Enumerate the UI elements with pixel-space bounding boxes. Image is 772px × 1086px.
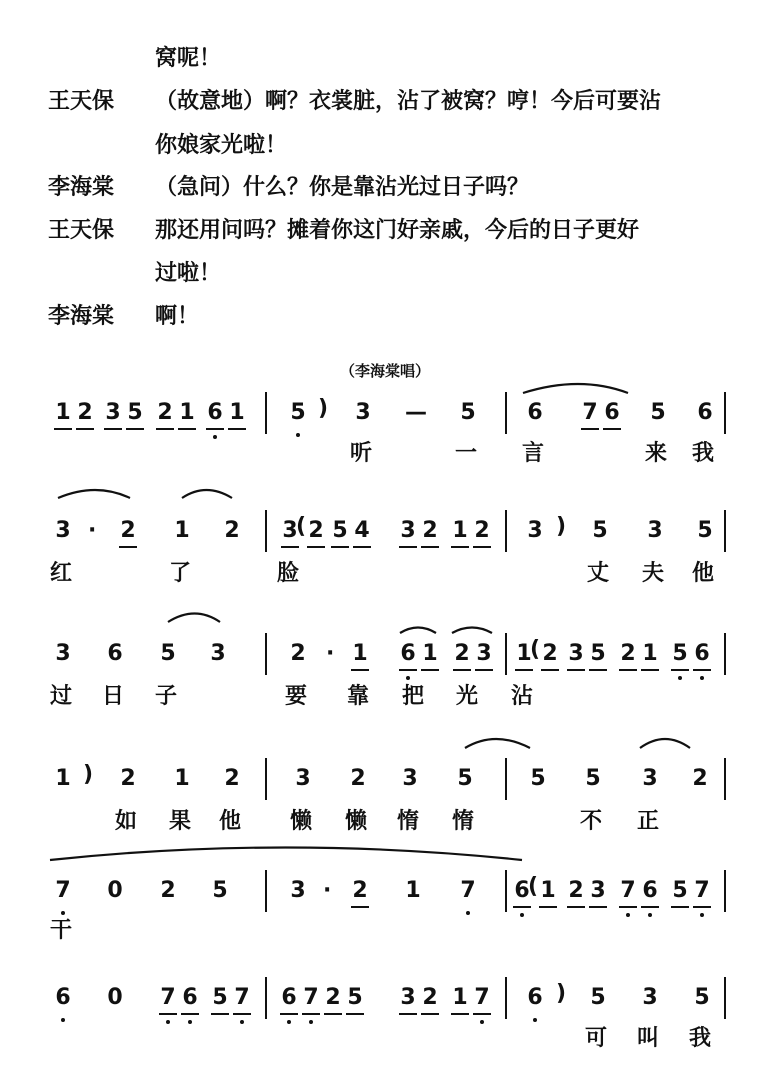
score-note: 7 <box>53 880 73 902</box>
score-note: 7 <box>232 987 252 1009</box>
score-note: 1 <box>514 643 534 665</box>
score-note: 2 <box>290 641 306 666</box>
bracket-symbol: ( <box>528 874 539 899</box>
score-note: 2 <box>75 402 95 424</box>
bracket-symbol: ) <box>318 396 329 421</box>
score-note: 6 <box>205 402 225 424</box>
score-note: 1 <box>450 520 470 542</box>
dialogue-line: 窝呢！ <box>155 46 222 71</box>
score-note: 3 <box>642 985 658 1010</box>
score-note: 1 <box>538 880 558 902</box>
score-note: 1 <box>174 766 190 791</box>
score-note: 7 <box>692 880 712 902</box>
score-note: 7 <box>472 987 492 1009</box>
score-note: 3 <box>402 766 418 791</box>
score-note: 3 <box>474 643 494 665</box>
dialogue-line: 啊！ <box>155 304 200 329</box>
dialogue-line: （急问）什么？你是靠沾光过日子吗？ <box>155 175 530 200</box>
score-note: 6 <box>697 400 713 425</box>
score-note: 7 <box>618 880 638 902</box>
score-note: 5 <box>670 880 690 902</box>
score-note: 5 <box>530 766 546 791</box>
lyric: 他 <box>218 809 241 834</box>
score-note: 5 <box>210 987 230 1009</box>
score-note: 2 <box>452 643 472 665</box>
score-note: 6 <box>398 643 418 665</box>
score-note: 5 <box>670 643 690 665</box>
score-note: 3 <box>290 878 306 903</box>
score-note: 2 <box>306 520 326 542</box>
score-note: 5 <box>697 518 713 543</box>
lyric: 把 <box>401 684 424 709</box>
score-note: 2 <box>323 987 343 1009</box>
dot-symbol: · <box>88 518 97 543</box>
score-note: 7 <box>458 880 478 902</box>
lyric: 红 <box>49 561 72 586</box>
score-note: 5 <box>345 987 365 1009</box>
bracket-symbol: ) <box>556 514 567 539</box>
score-note: 1 <box>174 518 190 543</box>
lyric: 沾 <box>510 684 533 709</box>
lyric: 不 <box>579 809 602 834</box>
score-note: 3 <box>398 520 418 542</box>
score-note: 3 <box>398 987 418 1009</box>
lyric: 我 <box>691 441 714 466</box>
score-note: 7 <box>580 402 600 424</box>
lyric: 惰 <box>396 809 419 834</box>
score-note: 6 <box>692 643 712 665</box>
score-note: 2 <box>420 987 440 1009</box>
score-note: 2 <box>692 766 708 791</box>
score-note: 0 <box>107 878 123 903</box>
bracket-symbol: ( <box>530 637 541 662</box>
dialogue-line: 过啦！ <box>155 261 222 286</box>
dash-symbol: — <box>405 400 427 425</box>
lyric: 懒 <box>344 809 367 834</box>
score-note: 6 <box>527 400 543 425</box>
score-note: 5 <box>585 766 601 791</box>
slur <box>452 628 492 634</box>
score-note: 2 <box>118 520 138 542</box>
score-note: 6 <box>107 641 123 666</box>
score-note: 1 <box>450 987 470 1009</box>
slur <box>640 739 690 748</box>
score-note: 1 <box>420 643 440 665</box>
score-note: 5 <box>694 985 710 1010</box>
speaker-name: 李海棠 <box>48 304 115 329</box>
score-note: 3 <box>527 518 543 543</box>
score-note: 2 <box>155 402 175 424</box>
score-note: 5 <box>125 402 145 424</box>
score-note: 0 <box>107 985 123 1010</box>
score-note: 2 <box>350 880 370 902</box>
score-note: 2 <box>224 766 240 791</box>
lyric: 脸 <box>276 561 299 586</box>
lyric: 过 <box>49 684 72 709</box>
bracket-symbol: ) <box>83 762 94 787</box>
lyric: 可 <box>584 1026 607 1051</box>
score-note: 2 <box>120 766 136 791</box>
dot-symbol: · <box>326 641 335 666</box>
lyric: 如 <box>114 809 137 834</box>
score-note: 4 <box>352 520 372 542</box>
lyric: 靠 <box>346 684 369 709</box>
score-note: 5 <box>460 400 476 425</box>
score-note: 5 <box>588 643 608 665</box>
lyric: 子 <box>154 684 177 709</box>
speaker-name: 王天保 <box>48 218 115 243</box>
lyric: 光 <box>455 684 478 709</box>
score-note: 5 <box>592 518 608 543</box>
speaker-name: 王天保 <box>48 89 115 114</box>
score-note: 5 <box>330 520 350 542</box>
dialogue-line: 你娘家光啦！ <box>155 133 288 158</box>
score-note: 5 <box>457 766 473 791</box>
score-note: 1 <box>405 878 421 903</box>
lyric: 了 <box>168 561 191 586</box>
slur <box>182 490 232 498</box>
lyric: 一 <box>454 441 477 466</box>
dialogue-line: 那还用问吗？摊着你这门好亲戚，今后的日子更好 <box>155 218 640 243</box>
slur <box>465 739 530 748</box>
score-note: 5 <box>288 402 308 424</box>
lyric: 夫 <box>641 561 664 586</box>
score-note: 7 <box>301 987 321 1009</box>
score-note: 2 <box>566 880 586 902</box>
score-note: 3 <box>55 641 71 666</box>
lyric: 果 <box>168 809 191 834</box>
score-note: 2 <box>160 878 176 903</box>
lyric: 懒 <box>289 809 312 834</box>
bracket-symbol: ) <box>556 981 567 1006</box>
score-note: 2 <box>618 643 638 665</box>
score-note: 6 <box>279 987 299 1009</box>
score-note: 6 <box>640 880 660 902</box>
score-note: 1 <box>53 402 73 424</box>
score-note: 1 <box>177 402 197 424</box>
score-note: 3 <box>55 518 71 543</box>
score-note: 6 <box>602 402 622 424</box>
lyric: 叫 <box>636 1026 659 1051</box>
lyric: 来 <box>644 441 667 466</box>
bracket-symbol: ( <box>296 514 307 539</box>
slur <box>523 384 628 393</box>
score-note: 5 <box>590 985 606 1010</box>
score-note: 3 <box>588 880 608 902</box>
score-note: 6 <box>512 880 532 902</box>
lyric: 听 <box>349 441 372 466</box>
lyric: 正 <box>636 809 659 834</box>
score-note: 7 <box>158 987 178 1009</box>
score-note: 3 <box>355 400 371 425</box>
score-note: 6 <box>525 987 545 1009</box>
score-note: 3 <box>566 643 586 665</box>
score-note: 1 <box>227 402 247 424</box>
score-note: 5 <box>160 641 176 666</box>
score-note: 1 <box>350 643 370 665</box>
dialogue-line: （故意地）啊？衣裳脏，沾了被窝？哼！今后可要沾 <box>155 89 662 114</box>
lyric: 日 <box>101 684 124 709</box>
lyric: 我 <box>688 1026 711 1051</box>
slur <box>58 490 130 498</box>
score-note: 1 <box>640 643 660 665</box>
slur <box>50 848 522 861</box>
lyric: 干 <box>49 918 72 943</box>
dot-symbol: · <box>323 878 332 903</box>
lyric: 丈 <box>586 561 609 586</box>
score-note: 2 <box>540 643 560 665</box>
score-note: 6 <box>53 987 73 1009</box>
score-note: 2 <box>350 766 366 791</box>
singer-label: （李海棠唱） <box>340 362 431 380</box>
score-note: 6 <box>180 987 200 1009</box>
score-note: 2 <box>224 518 240 543</box>
score-note: 1 <box>55 766 71 791</box>
lyric: 言 <box>521 441 544 466</box>
slur <box>168 614 220 623</box>
speaker-name: 李海棠 <box>48 175 115 200</box>
score-note: 3 <box>280 520 300 542</box>
score-note: 5 <box>212 878 228 903</box>
score-note: 3 <box>210 641 226 666</box>
lyric: 他 <box>691 561 714 586</box>
lyric: 要 <box>284 684 307 709</box>
lyric: 惰 <box>451 809 474 834</box>
score-note: 3 <box>295 766 311 791</box>
score-note: 5 <box>650 400 666 425</box>
score-note: 2 <box>472 520 492 542</box>
score-note: 3 <box>103 402 123 424</box>
score-note: 3 <box>647 518 663 543</box>
score-note: 2 <box>420 520 440 542</box>
slur <box>400 628 436 634</box>
score-note: 3 <box>642 766 658 791</box>
